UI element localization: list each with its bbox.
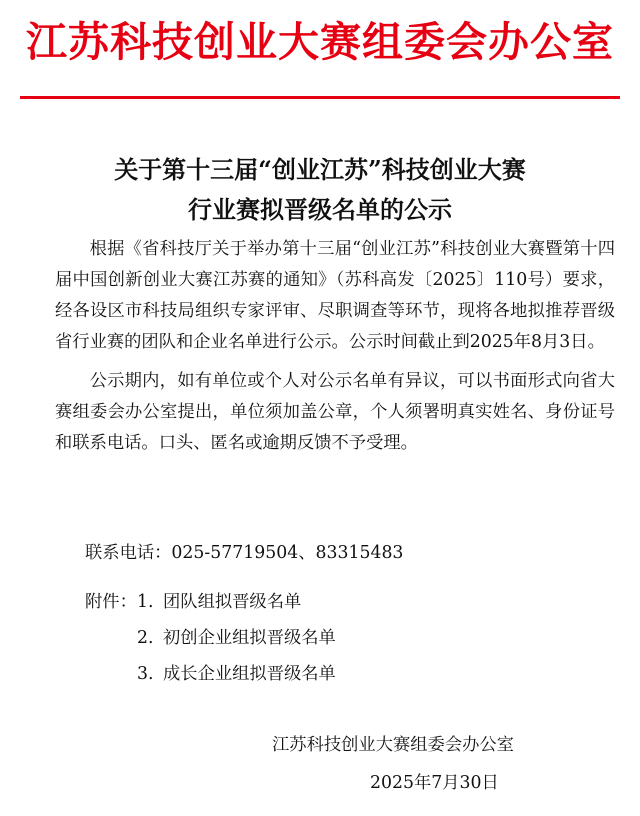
attachment-number: 3. [137, 664, 154, 684]
attachment-number: 2. [137, 628, 154, 648]
notice-body [55, 234, 615, 459]
attachment-number: 1. [137, 592, 154, 612]
attachment-name: 团队组拟晋级名单 [163, 592, 302, 612]
letterhead-title: 江苏科技创业大赛组委会办公室 [26, 18, 614, 66]
attachment-name: 初创企业组拟晋级名单 [163, 628, 336, 648]
attachment-item [85, 620, 336, 656]
letterhead-divider [20, 96, 620, 99]
attachment-name: 成长企业组拟晋级名单 [163, 664, 336, 684]
attachments-label: 附件： [85, 592, 137, 612]
notice-title-line-1: 关于第十三届“创业江苏”科技创业大赛 [114, 155, 526, 184]
signature-organization: 江苏科技创业大赛组委会办公室 [272, 735, 514, 755]
attachment-item [85, 656, 336, 692]
signature-date: 2025年7月30日 [370, 773, 499, 793]
attachment-item [85, 584, 336, 620]
attachments-list [85, 584, 336, 692]
notice-title-line-2: 行业赛拟晋级名单的公示 [188, 195, 452, 224]
body-paragraph-1: 根据《省科技厅关于举办第十三届“创业江苏”科技创业大赛暨第十四届中国创新创业大赛江苏赛的通知》（苏科高发〔2025〕110号）要求，经各设区市科技局组织专家评审、尽职调查等环节，现将各地拟推荐晋级省行业赛的团队和企业名单进行公示。公示时间截止到2025年8月3日。 [55, 239, 615, 352]
contact-phone: 联系电话：025-57719504、83315483 [85, 543, 404, 563]
notice-title [0, 150, 640, 230]
body-paragraph-2: 公示期内，如有单位或个人对公示名单有异议，可以书面形式向省大赛组委会办公室提出，单位须加盖公章，个人须署明真实姓名、身份证号和联系电话。口头、匿名或逾期反馈不予受理。 [55, 371, 615, 453]
